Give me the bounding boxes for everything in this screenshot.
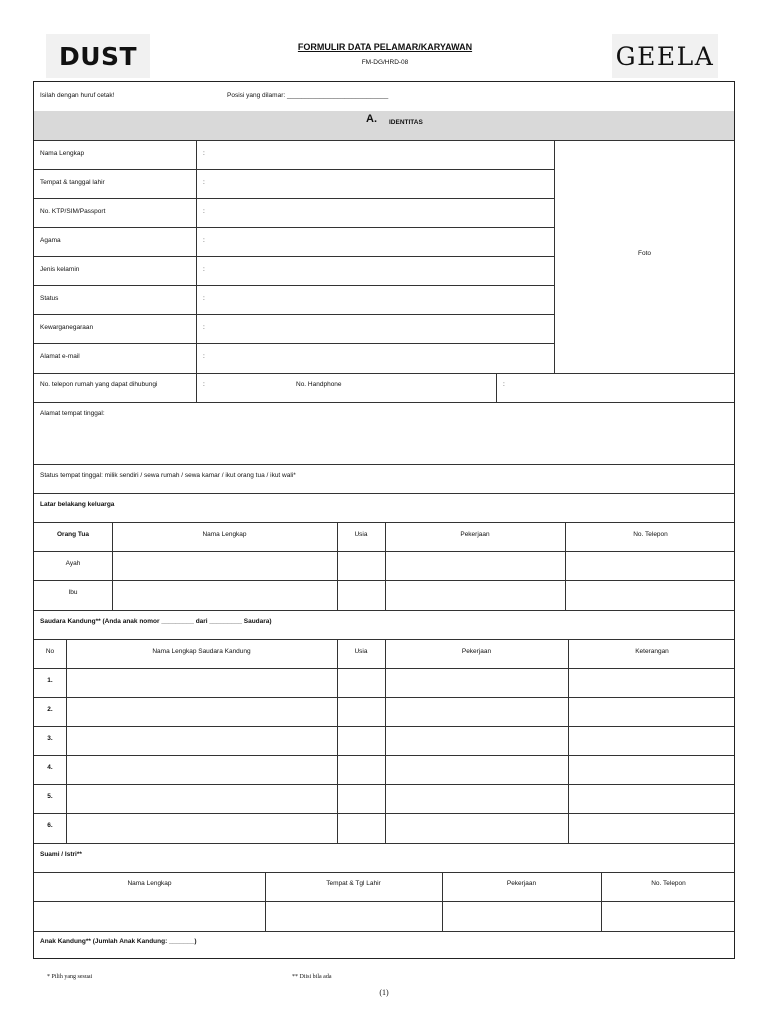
siblings-header-name: Nama Lengkap Saudara Kandung [152,648,251,655]
divider [34,668,734,669]
nationality-field[interactable]: : [203,324,205,331]
email-field[interactable]: : [203,353,205,360]
siblings-header-note: Keterangan [635,648,669,655]
siblings-header-job: Pekerjaan [461,648,492,655]
applicant-form [33,81,735,959]
religion-field[interactable]: : [203,237,205,244]
field-label-birth: Tempat & tanggal lahir [40,179,105,186]
sibling-row-number: 2. [47,706,53,713]
parents-header-parent: Orang Tua [56,531,90,538]
divider [34,639,734,640]
parents-header-age: Usia [354,531,368,538]
field-label-handphone: No. Handphone [296,381,342,388]
field-label-gender: Jenis kelamin [40,266,80,273]
field-label-home-phone: No. telepon rumah yang dapat dihubungi [40,381,158,388]
row-divider [34,227,554,228]
sibling-row-number: 1. [47,677,53,684]
row-divider [34,169,554,170]
divider [34,726,734,727]
footnote-optional: ** Diisi bila ada [292,974,332,980]
divider [34,551,734,552]
col-divider [496,373,497,402]
field-label-status: Status [40,295,59,302]
divider [34,755,734,756]
section-a-title: IDENTITAS [389,119,423,126]
divider [34,872,734,873]
field-label-religion: Agama [40,237,61,244]
divider [34,901,734,902]
id-field[interactable]: : [203,208,205,215]
sibling-row-number: 4. [47,764,53,771]
spouse-title: Suami / Istri** [40,851,82,858]
divider [34,522,734,523]
divider [34,610,734,611]
field-label-id: No. KTP/SIM/Passport [40,208,106,215]
form-code: FM-DG/HRD-08 [361,59,409,66]
photo-box[interactable]: Foto [638,250,652,257]
field-label-address: Alamat tempat tinggal: [40,410,105,417]
section-a-letter: A. [366,113,377,125]
children-title: Anak Kandung** (Jumlah Anak Kandung: _______) [40,938,197,945]
divider [34,493,734,494]
parents-header-name: Nama Lengkap [202,531,247,538]
spouse-header-birth: Tempat & Tgl Lahir [326,880,381,887]
parents-row-father: Ayah [65,560,81,567]
siblings-title: Saudara Kandung** (Anda anak nomor _________ dari _________ Saudara) [40,618,272,625]
row-divider [34,256,554,257]
divider [34,464,734,465]
residence-status-field[interactable]: Status tempat tinggal: milik sendiri / sewa rumah / sewa kamar / ikut orang tua / ikut wali* [40,472,296,479]
spouse-header-phone: No. Telepon [651,880,686,887]
field-label-nationality: Kewarganegaraan [40,324,94,331]
parents-header-phone: No. Telepon [633,531,668,538]
divider [34,784,734,785]
page-number: (1) [379,988,389,997]
dust-logo: DUST [46,34,150,78]
siblings-header-no: No [45,648,55,655]
divider [34,402,734,403]
parents-row-mother: Ibu [68,589,78,596]
footnote-choose: * Pilih yang sesuai [47,974,93,980]
parents-header-job: Pekerjaan [460,531,490,538]
row-divider [34,198,554,199]
row-divider [34,343,554,344]
full-name-field[interactable]: : [203,150,205,157]
handphone-field[interactable]: : [503,381,505,388]
field-label-full-name: Nama Lengkap [40,150,85,157]
sibling-row-number: 6. [47,822,53,829]
sibling-row-number: 3. [47,735,53,742]
divider [34,931,734,932]
divider [34,697,734,698]
geela-logo: GEELA [612,34,718,78]
spouse-header-name: Nama Lengkap [127,880,172,887]
form-title: FORMULIR DATA PELAMAR/KARYAWAN [297,42,473,52]
photo-divider [554,140,555,373]
position-applied-field[interactable]: Posisi yang dilamar: ____________________________ [227,92,389,99]
birth-field[interactable]: : [203,179,205,186]
divider [34,580,734,581]
siblings-header-age: Usia [354,648,368,655]
section-a-header [34,111,734,140]
divider [34,843,734,844]
divider [34,373,734,374]
sibling-row-number: 5. [47,793,53,800]
divider [34,140,734,141]
family-section-title: Latar belakang keluarga [40,501,115,508]
instruction-text: Isilah dengan huruf cetak! [40,92,115,99]
field-label-email: Alamat e-mail [40,353,80,360]
row-divider [34,285,554,286]
status-field[interactable]: : [203,295,205,302]
spouse-header-job: Pekerjaan [506,880,537,887]
divider [34,813,734,814]
col-divider [196,140,197,402]
row-divider [34,314,554,315]
home-phone-field[interactable]: : [203,381,205,388]
gender-field[interactable]: : [203,266,205,273]
